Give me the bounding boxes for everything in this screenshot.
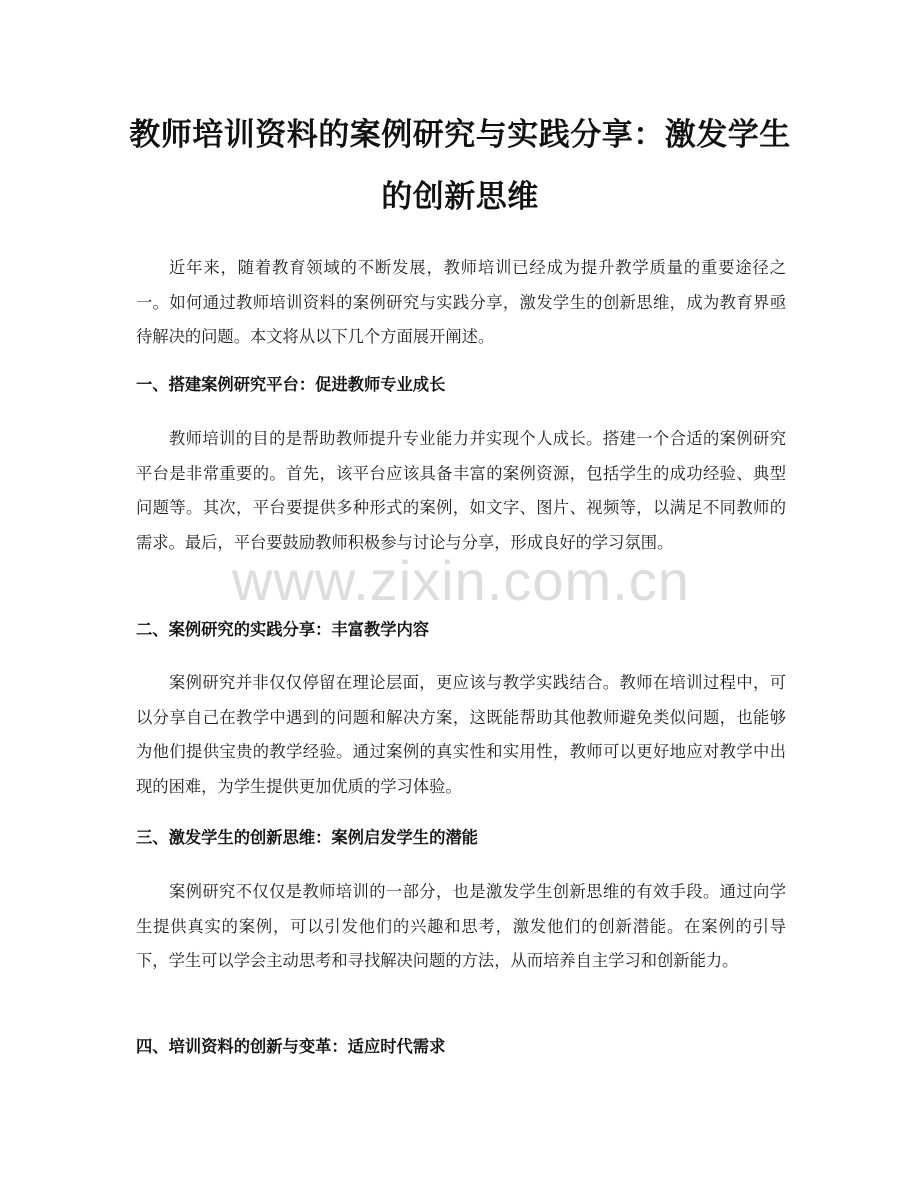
section-4-heading: 四、培训资料的创新与变革：适应时代需求 [136,1037,446,1056]
section-2-body: 案例研究并非仅仅停留在理论层面，更应该与教学实践结合。教师在培训过程中，可以分享自己在教学中遇到的问题和解决方案，这既能帮助其他教师避免类似问题，也能够为他们提供宝贵的教学经验。通过案例的真实性和实用性，教师可以更好地应对教学中出现的困难，为学生提供更加优质的学习体验。 [136,673,786,796]
document-title: 教师培训资料的案例研究与实践分享：激发学生的创新思维 [129,117,791,215]
watermark: www.zixin.com.cn [232,549,690,612]
section-1-body: 教师培训的目的是帮助教师提升专业能力并实现个人成长。搭建一个合适的案例研究平台是非常重要的。首先，该平台应该具备丰富的案例资源，包括学生的成功经验、典型问题等。其次，平台要提供多种形式的案例，如文字、图片、视频等，以满足不同教师的需求。最后，平台要鼓励教师积极参与讨论与分享，形成良好的学习氛围。 [136,429,786,552]
section-2-heading: 二、案例研究的实践分享：丰富教学内容 [136,620,430,639]
section-1-heading: 一、搭建案例研究平台：促进教师专业成长 [136,375,446,394]
section-3-heading: 三、激发学生的创新思维：案例启发学生的潜能 [136,828,478,847]
intro-paragraph: 近年来，随着教育领域的不断发展，教师培训已经成为提升教学质量的重要途径之一。如何通过教师培训资料的案例研究与实践分享，激发学生的创新思维，成为教育界亟待解决的问题。本文将从以下几个方面展开阐述。 [136,258,786,346]
section-3-body: 案例研究不仅仅是教师培训的一部分，也是激发学生创新思维的有效手段。通过向学生提供真实的案例，可以引发他们的兴趣和思考，激发他们的创新潜能。在案例的引导下，学生可以学会主动思考和寻找解决问题的方法，从而培养自主学习和创新能力。 [136,882,786,970]
